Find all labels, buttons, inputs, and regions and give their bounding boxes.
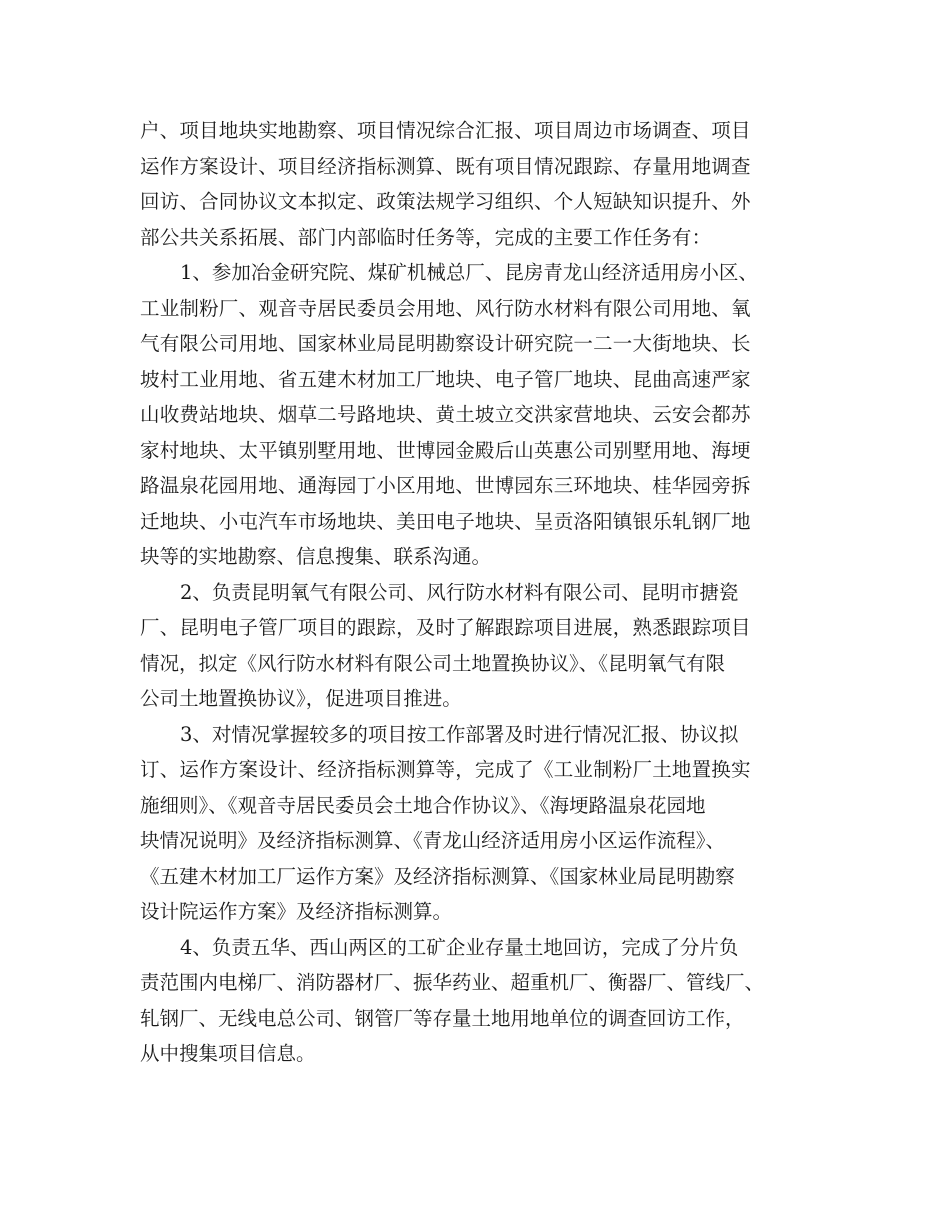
- text-line: 部公共关系拓展、部门内部临时任务等，完成的主要工作任务有：: [140, 225, 712, 249]
- text-line: 工业制粉厂、观音寺居民委员会用地、风行防水材料有限公司用地、氧: [140, 296, 751, 320]
- text-line: 施细则》、《观音寺居民委员会土地合作协议》、《海埂路温泉花园地: [140, 793, 706, 817]
- text-line: 2、负责昆明氧气有限公司、风行防水材料有限公司、昆明市搪瓷: [180, 580, 739, 604]
- text-line: 从中搜集项目信息。: [140, 1042, 316, 1065]
- text-line: 户、项目地块实地勘察、项目情况综合汇报、项目周边市场调查、项目: [140, 119, 751, 142]
- text-line: 运作方案设计、项目经济指标测算、既有项目情况跟踪、存量用地调查: [140, 154, 751, 178]
- text-line: 厂、昆明电子管厂项目的跟踪，及时了解跟踪项目进展，熟悉跟踪项目: [140, 616, 751, 639]
- text-line: 轧钢厂、无线电总公司、钢管厂等存量土地用地单位的调查回访工作，: [140, 1006, 745, 1030]
- paragraph-item-3: [140, 717, 830, 930]
- text-line: 设计院运作方案》及经济指标测算。: [140, 900, 453, 923]
- text-line: 责范围内电梯厂、消防器材厂、振华药业、超重机厂、衡器厂、管线厂、: [140, 971, 765, 994]
- text-line: 情况，拟定《风行防水材料有限公司土地置换协议》、《昆明氧气有限: [140, 651, 726, 675]
- document-body: [140, 113, 830, 1072]
- text-line: 3、对情况掌握较多的项目按工作部署及时进行情况汇报、协议拟: [180, 722, 739, 746]
- text-line: 回访、合同协议文本拟定、政策法规学习组织、个人短缺知识提升、外: [140, 190, 751, 213]
- text-line: 路温泉花园用地、通海园丁小区用地、世博园东三环地块、桂华园旁拆: [140, 474, 751, 497]
- paragraph-intro-continuation: [140, 113, 830, 255]
- text-line: 4、负责五华、西山两区的工矿企业存量土地回访，完成了分片负: [180, 935, 739, 959]
- text-line: 坡村工业用地、省五建木材加工厂地块、电子管厂地块、昆曲高速严家: [140, 367, 751, 391]
- text-line: 迁地块、小屯汽车市场地块、美田电子地块、呈贡洛阳镇银乐轧钢厂地: [140, 509, 751, 533]
- text-line: 订、运作方案设计、经济指标测算等，完成了《工业制粉厂土地置换实: [140, 758, 751, 781]
- text-line: 气有限公司用地、国家林业局昆明勘察设计研究院一二一大街地块、长: [140, 332, 751, 355]
- text-line: 1、参加冶金研究院、煤矿机械总厂、昆房青龙山经济适用房小区、: [180, 261, 758, 284]
- text-line: 块等的实地勘察、信息搜集、联系沟通。: [140, 545, 492, 568]
- text-line: 块情况说明》及经济指标测算、《青龙山经济适用房小区运作流程》、: [140, 829, 726, 852]
- paragraph-item-1: [140, 255, 830, 575]
- paragraph-item-4: [140, 930, 830, 1072]
- text-line: 《五建木材加工厂运作方案》及经济指标测算、《国家林业局昆明勘察: [140, 864, 735, 888]
- paragraph-item-2: [140, 575, 830, 717]
- text-line: 家村地块、太平镇别墅用地、世博园金殿后山英惠公司别墅用地、海埂: [140, 438, 751, 462]
- text-line: 公司土地置换协议》，促进项目推进。: [140, 687, 462, 710]
- text-line: 山收费站地块、烟草二号路地块、黄土坡立交洪家营地块、云安会都苏: [140, 403, 751, 426]
